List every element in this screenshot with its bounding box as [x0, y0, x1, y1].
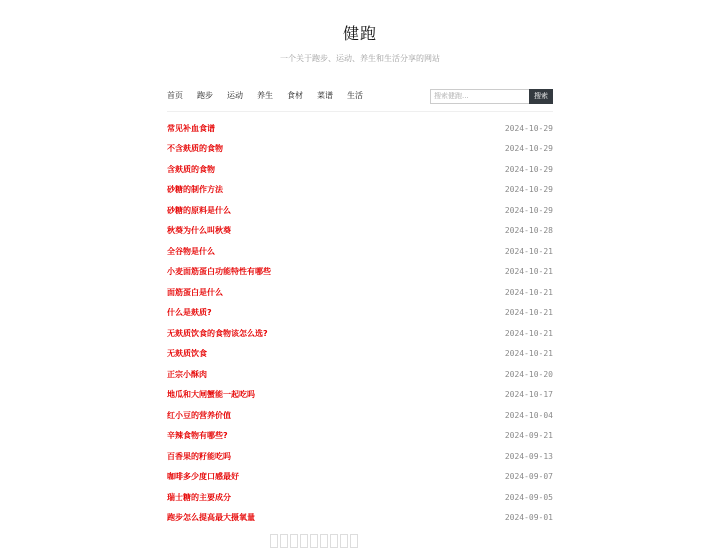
article-link[interactable]: 百香果的籽能吃吗	[167, 451, 231, 461]
list-item	[167, 508, 553, 529]
article-link[interactable]: 小麦面筋蛋白功能特性有哪些	[167, 267, 271, 277]
main-nav	[167, 86, 553, 106]
article-date: 2024-10-21	[504, 308, 553, 318]
list-item	[167, 282, 553, 303]
article-date: 2024-10-21	[504, 328, 553, 338]
search-button[interactable]: 搜索	[529, 89, 553, 104]
nav-item-health[interactable]: 养生	[257, 91, 273, 100]
nav-divider	[167, 111, 553, 112]
article-link[interactable]: 跑步怎么提高最大摄氧量	[167, 513, 255, 523]
list-item	[167, 221, 553, 242]
list-item	[167, 405, 553, 426]
article-date: 2024-10-21	[504, 287, 553, 297]
article-date: 2024-10-21	[504, 349, 553, 359]
nav-item-life[interactable]: 生活	[347, 91, 363, 100]
list-item	[167, 139, 553, 160]
article-link[interactable]: 地瓜和大闸蟹能一起吃吗	[167, 390, 255, 400]
article-date: 2024-10-29	[504, 205, 553, 215]
article-link[interactable]: 辛辣食物有哪些?	[167, 431, 228, 441]
site-title[interactable]: 健跑	[342, 24, 377, 43]
list-item	[167, 426, 553, 447]
pager-page-button[interactable]	[310, 534, 318, 548]
article-date: 2024-09-05	[504, 492, 553, 502]
list-item	[167, 487, 553, 508]
article-link[interactable]: 什么是麸质?	[167, 308, 212, 318]
pager-page-button[interactable]	[330, 534, 338, 548]
list-item	[167, 262, 553, 283]
nav-item-recipes[interactable]: 菜谱	[317, 91, 333, 100]
list-item	[167, 344, 553, 365]
site-header	[0, 0, 720, 64]
pager-page-button[interactable]	[320, 534, 328, 548]
nav-item-home[interactable]: 首页	[167, 91, 183, 100]
pager-next-button[interactable]	[340, 534, 348, 548]
pager-prev-button[interactable]	[280, 534, 288, 548]
article-date: 2024-10-29	[504, 123, 553, 133]
list-item	[167, 180, 553, 201]
search-input[interactable]	[430, 89, 529, 104]
article-date: 2024-09-13	[504, 451, 553, 461]
article-link[interactable]: 面筋蛋白是什么	[167, 287, 223, 297]
article-date: 2024-10-21	[504, 246, 553, 256]
list-item	[167, 364, 553, 385]
article-date: 2024-09-21	[504, 431, 553, 441]
article-date: 2024-10-04	[504, 410, 553, 420]
article-link[interactable]: 瑞士糖的主要成分	[167, 492, 231, 502]
list-item	[167, 200, 553, 221]
list-item	[167, 323, 553, 344]
nav-item-running[interactable]: 跑步	[197, 91, 213, 100]
article-link[interactable]: 咖啡多少度口感最好	[167, 472, 239, 482]
nav-item-sports[interactable]: 运动	[227, 91, 243, 100]
list-item	[167, 241, 553, 262]
article-date: 2024-10-28	[504, 226, 553, 236]
pager-first-button[interactable]	[270, 534, 278, 548]
search-form	[430, 89, 553, 104]
article-date: 2024-10-20	[504, 369, 553, 379]
list-item	[167, 467, 553, 488]
article-date: 2024-10-29	[504, 164, 553, 174]
article-date: 2024-10-21	[504, 267, 553, 277]
article-link[interactable]: 无麸质饮食	[167, 349, 207, 359]
article-link[interactable]: 不含麸质的食物	[167, 144, 223, 154]
pagination	[270, 534, 360, 548]
article-date: 2024-10-29	[504, 144, 553, 154]
article-link[interactable]: 全谷物是什么	[167, 246, 215, 256]
list-item	[167, 303, 553, 324]
article-date: 2024-10-17	[504, 390, 553, 400]
pager-last-button[interactable]	[350, 534, 358, 548]
list-item	[167, 385, 553, 406]
article-date: 2024-09-07	[504, 472, 553, 482]
article-link[interactable]: 秋葵为什么叫秋葵	[167, 226, 231, 236]
list-item	[167, 159, 553, 180]
pager-page-button[interactable]	[290, 534, 298, 548]
nav-item-ingredients[interactable]: 食材	[287, 91, 303, 100]
article-link[interactable]: 红小豆的营养价值	[167, 410, 231, 420]
article-date: 2024-10-29	[504, 185, 553, 195]
article-link[interactable]: 常见补血食谱	[167, 123, 215, 133]
article-link[interactable]: 正宗小酥肉	[167, 369, 207, 379]
article-list	[167, 118, 553, 528]
pager-page-button[interactable]	[300, 534, 308, 548]
article-link[interactable]: 无麸质饮食的食物该怎么选?	[167, 328, 268, 338]
site-subtitle: 一个关于跑步、运动、养生和生活分享的网站	[280, 54, 440, 63]
list-item	[167, 446, 553, 467]
article-date: 2024-09-01	[504, 513, 553, 523]
article-link[interactable]: 砂糖的原料是什么	[167, 205, 231, 215]
article-link[interactable]: 含麸质的食物	[167, 164, 215, 174]
list-item	[167, 118, 553, 139]
article-link[interactable]: 砂糖的制作方法	[167, 185, 223, 195]
nav-links	[167, 86, 377, 106]
